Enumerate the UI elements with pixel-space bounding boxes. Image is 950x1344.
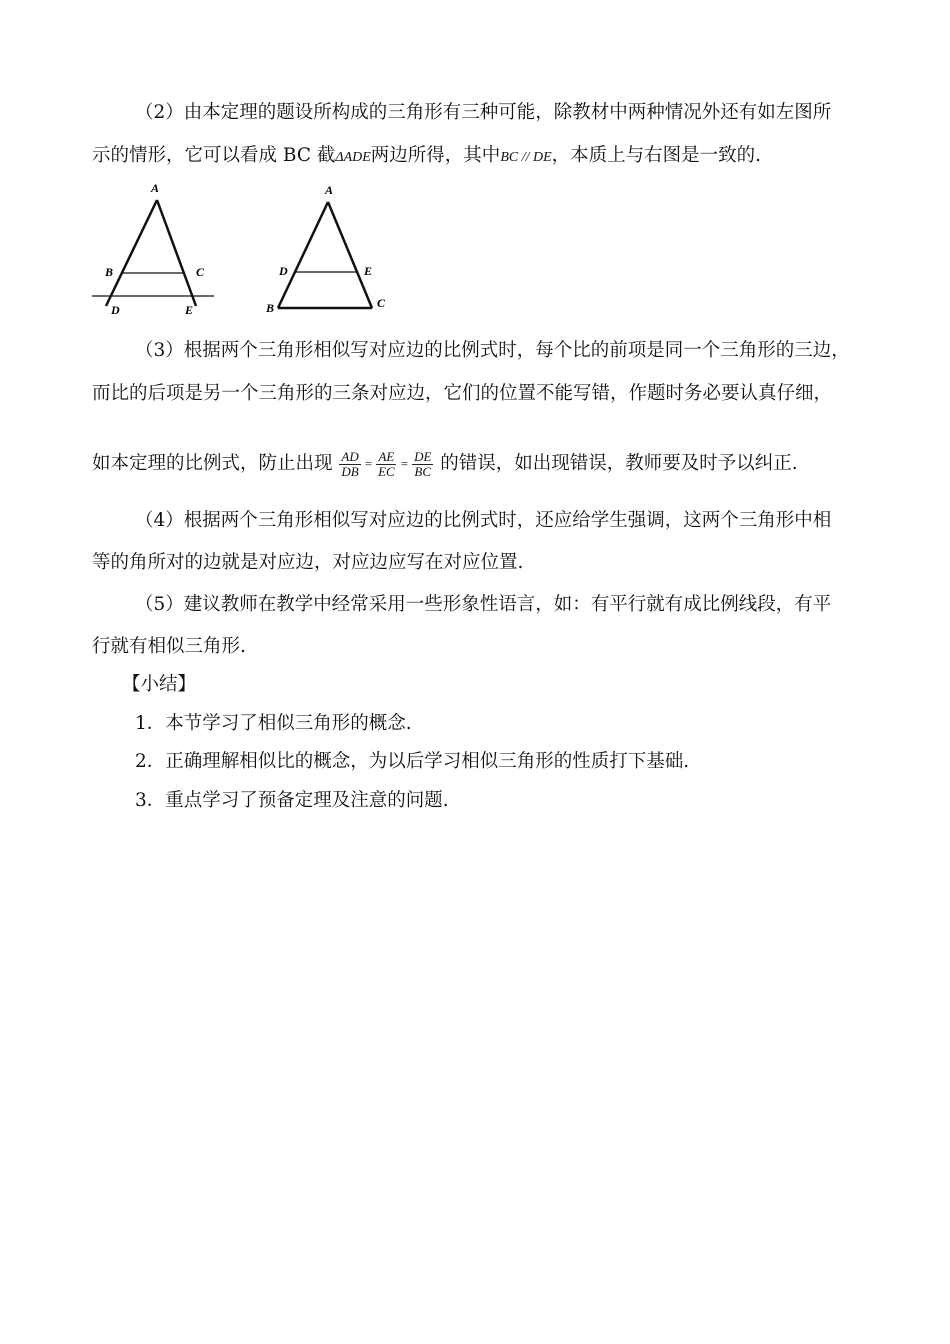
p3-line-1: （3）根据两个三角形相似写对应边的比例式时，每个比的前项是同一个三角形的三边， [135, 340, 850, 361]
summary-item-1: 1．本节学习了相似三角形的概念. [135, 713, 412, 734]
fraction-ae-ec: $\frac{AE}{EC}$ [378, 448, 395, 479]
p2-line-2-b: 两边所得，其中 [370, 145, 501, 166]
p3-line-3-b: 的错误，如出现错误，教师要及时予以纠正. [440, 453, 798, 474]
p2-line-2 [92, 144, 761, 170]
summary-heading: 【小结】 [122, 674, 197, 695]
fig-left-label-c: C [196, 265, 205, 279]
fig-left-label-e: E [185, 303, 194, 317]
bc-parallel-de: BC // DE [500, 150, 552, 165]
p3-line-3-a: 如本定理的比例式，防止出现 [92, 453, 333, 474]
triangle-figures [0, 180, 950, 320]
summary-item-2: 2．正确理解相似比的概念，为以后学习相似三角形的性质打下基础. [135, 751, 690, 772]
fig-left-label-a: A [151, 181, 160, 195]
fraction-de-bc: $\frac{DE}{BC}$ [414, 448, 432, 479]
fig-right-label-e: E [364, 264, 373, 278]
fig-right-label-d: D [279, 264, 288, 278]
equals-sign: = [364, 456, 373, 471]
fig-left-label-b: B [105, 265, 114, 279]
figure-right [265, 183, 386, 315]
fraction-ad-db: $\frac{AD}{DB}$ [341, 448, 359, 479]
fig-right-label-c: C [377, 296, 386, 310]
p2-line-2-a: 示的情形，它可以看成 BC 截 [92, 145, 336, 166]
equals-sign: = [400, 456, 409, 471]
p3-line-2: 而比的后项是另一个三角形的三条对应边，它们的位置不能写错，作题时务必要认真仔细， [92, 383, 833, 404]
figure-left [92, 181, 214, 317]
p4-line-1: （4）根据两个三角形相似写对应边的比例式时，还应给学生强调，这两个三角形中相 [135, 510, 832, 531]
p5-line-1: （5）建议教师在教学中经常采用一些形象性语言，如：有平行就有成比例线段，有平 [135, 594, 832, 615]
fig-right-label-b: B [266, 301, 275, 315]
p2-line-2-c: ，本质上与右图是一致的. [551, 145, 762, 166]
fig-left-label-d: D [111, 303, 120, 317]
fig-right-label-a: A [325, 183, 334, 197]
summary-item-3: 3．重点学习了预备定理及注意的问题. [135, 790, 449, 811]
p5-line-2: 行就有相似三角形. [92, 636, 246, 657]
p3-line-3 [92, 444, 798, 484]
p2-line-1: （2）由本定理的题设所构成的三角形有三种可能，除教材中两种情况外还有如左图所 [135, 102, 832, 123]
p4-line-2: 等的角所对的边就是对应边，对应边应写在对应位置. [92, 552, 524, 573]
triangle-ade-symbol: ΔADE [335, 150, 371, 165]
